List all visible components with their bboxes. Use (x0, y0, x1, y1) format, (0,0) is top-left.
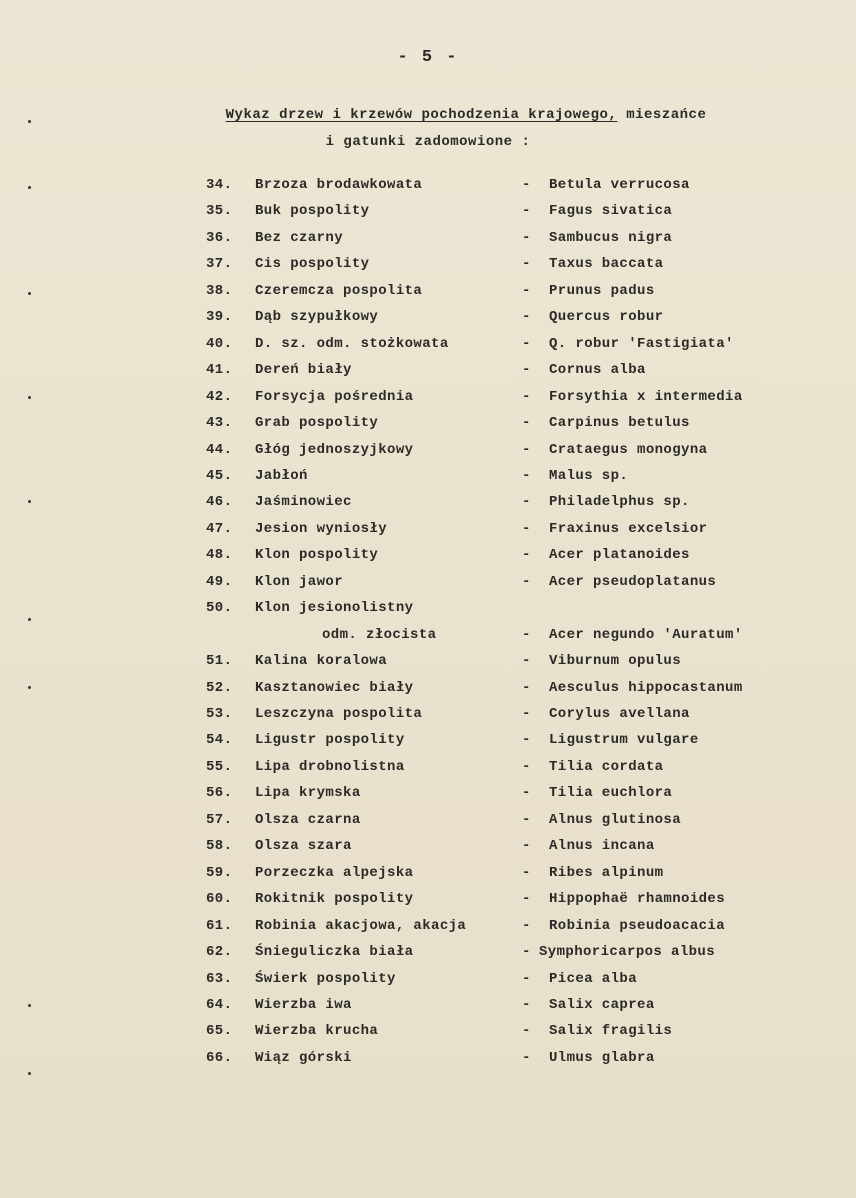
polish-name: Świerk pospolity (255, 970, 396, 987)
list-item (0, 362, 856, 384)
polish-name: Brzoza brodawkowata (255, 177, 423, 193)
list-item (0, 442, 856, 464)
entry-number: 62. (206, 944, 233, 961)
polish-name: Wierzba iwa (255, 996, 352, 1013)
list-item (0, 627, 856, 649)
list-subheading: i gatunki zadomowione : (325, 134, 531, 150)
margin-mark (28, 618, 31, 621)
entry-number: 66. (206, 1049, 233, 1066)
latin-name: Robinia pseudoacacia (549, 917, 726, 934)
latin-name: Acer platanoides (549, 547, 690, 564)
latin-name: Quercus robur (549, 309, 664, 326)
separator-dash: - (522, 679, 531, 696)
separator-dash: - (522, 547, 531, 564)
polish-name: Wiąz górski (255, 1049, 352, 1066)
separator-dash: - (522, 706, 531, 722)
entry-number: 55. (206, 758, 233, 775)
list-item (0, 256, 856, 278)
margin-mark (28, 396, 31, 399)
list-item (0, 336, 856, 358)
separator-dash: - (522, 917, 531, 934)
latin-name: Ribes alpinum (549, 864, 664, 881)
list-item (0, 203, 856, 225)
entry-number: 35. (206, 203, 233, 220)
separator-dash: - (522, 785, 531, 802)
entry-number: 36. (206, 229, 233, 246)
list-item (0, 415, 856, 437)
list-item (0, 389, 856, 411)
separator-dash: - (522, 944, 531, 961)
polish-name: Dereń biały (255, 362, 352, 379)
polish-name: Robinia akacjowa, akacja (255, 917, 467, 934)
separator-dash: - (522, 811, 531, 828)
separator-dash: - (522, 229, 531, 246)
entry-number: 64. (206, 996, 233, 1013)
latin-name: Prunus padus (549, 282, 655, 299)
separator-dash: - (522, 970, 531, 987)
latin-name: Salix fragilis (549, 1023, 673, 1040)
list-item (0, 494, 856, 516)
margin-mark (28, 1072, 31, 1075)
margin-mark (28, 292, 31, 295)
heading-rest-text: mieszańce (617, 107, 707, 123)
entry-number: 54. (206, 732, 233, 749)
polish-name: Kalina koralowa (255, 653, 388, 670)
separator-dash: - (522, 1023, 531, 1040)
margin-mark (28, 500, 31, 503)
list-item (0, 653, 856, 675)
entry-number: 49. (206, 573, 233, 590)
list-item (0, 865, 856, 887)
latin-name: Alnus glutinosa (549, 811, 682, 828)
list-item (0, 997, 856, 1019)
latin-name: Tilia cordata (549, 758, 664, 775)
separator-dash: - (522, 415, 531, 432)
latin-name: Salix caprea (549, 996, 655, 1013)
polish-name: Lipa krymska (255, 785, 361, 802)
separator-dash: - (522, 177, 531, 193)
polish-name: Kasztanowiec biały (255, 679, 414, 696)
list-item (0, 785, 856, 807)
entry-number: 60. (206, 891, 233, 908)
margin-mark (28, 186, 31, 189)
latin-name: Malus sp. (549, 467, 629, 484)
page-number: - 5 - (397, 48, 459, 67)
entry-number: 48. (206, 547, 233, 564)
separator-dash: - (522, 441, 531, 458)
latin-name: Q. robur 'Fastigiata' (549, 335, 734, 352)
latin-name: Alnus incana (549, 838, 655, 855)
entry-number: 42. (206, 388, 233, 405)
separator-dash: - (522, 335, 531, 352)
separator-dash: - (522, 494, 531, 511)
list-item (0, 944, 856, 966)
list-item (0, 574, 856, 596)
entry-number: 63. (206, 970, 233, 987)
entry-number: 53. (206, 706, 233, 722)
separator-dash: - (522, 732, 531, 749)
latin-name: Cornus alba (549, 362, 646, 379)
latin-name: Hippophaë rhamnoides (549, 891, 726, 908)
latin-name: Fagus sivatica (549, 203, 673, 220)
polish-name: Lipa drobnolistna (255, 758, 405, 775)
margin-mark (28, 686, 31, 689)
polish-name: Czeremcza pospolita (255, 282, 423, 299)
margin-mark (28, 120, 31, 123)
list-item (0, 1023, 856, 1045)
polish-name: Klon pospolity (255, 547, 379, 564)
entry-number: 38. (206, 282, 233, 299)
separator-dash: - (522, 362, 531, 379)
list-item (0, 838, 856, 860)
list-item (0, 547, 856, 569)
separator-dash: - (522, 203, 531, 220)
entry-number: 58. (206, 838, 233, 855)
polish-name: Grab pospolity (255, 415, 379, 432)
separator-dash: - (522, 520, 531, 537)
entry-number: 41. (206, 362, 233, 379)
entry-number: 37. (206, 256, 233, 273)
list-item (0, 468, 856, 490)
polish-name: Buk pospolity (255, 203, 370, 220)
polish-name: Jaśminowiec (255, 494, 352, 511)
list-item (0, 891, 856, 913)
separator-dash: - (522, 891, 531, 908)
polish-name: Głóg jednoszyjkowy (255, 441, 414, 458)
entry-number: 57. (206, 811, 233, 828)
entry-number: 45. (206, 467, 233, 484)
latin-name: Philadelphus sp. (549, 494, 690, 511)
latin-name: Fraxinus excelsior (549, 520, 708, 537)
latin-name: Tilia euchlora (549, 785, 673, 802)
separator-dash: - (522, 996, 531, 1013)
list-item (0, 1050, 856, 1072)
entry-number: 47. (206, 520, 233, 537)
latin-name: Viburnum opulus (549, 653, 682, 670)
polish-name: odm. złocista (322, 626, 437, 643)
separator-dash: - (522, 758, 531, 775)
separator-dash: - (522, 1049, 531, 1066)
list-item (0, 230, 856, 252)
latin-name: Picea alba (549, 970, 638, 987)
latin-name: Corylus avellana (549, 706, 690, 722)
latin-name: Crataegus monogyna (549, 441, 708, 458)
list-item (0, 680, 856, 702)
list-item (0, 600, 856, 622)
entry-number: 61. (206, 917, 233, 934)
entry-number: 52. (206, 679, 233, 696)
entry-number: 51. (206, 653, 233, 670)
entry-number: 59. (206, 864, 233, 881)
margin-mark (28, 1004, 31, 1007)
latin-name: Acer pseudoplatanus (549, 573, 717, 590)
latin-name: Taxus baccata (549, 256, 664, 273)
polish-name: D. sz. odm. stożkowata (255, 335, 449, 352)
polish-name: Klon jawor (255, 573, 344, 590)
polish-name: Olsza czarna (255, 811, 361, 828)
list-item (0, 918, 856, 940)
entry-number: 44. (206, 441, 233, 458)
entry-number: 56. (206, 785, 233, 802)
separator-dash: - (522, 626, 531, 643)
polish-name: Rokitnik pospolity (255, 891, 414, 908)
entry-number: 43. (206, 415, 233, 432)
separator-dash: - (522, 388, 531, 405)
latin-name: Forsythia x intermedia (549, 388, 743, 405)
polish-name: Dąb szypułkowy (255, 309, 379, 326)
separator-dash: - (522, 653, 531, 670)
polish-name: Śnieguliczka biała (255, 944, 414, 961)
polish-name: Jabłoń (255, 467, 308, 484)
list-item (0, 706, 856, 728)
latin-name: Ulmus glabra (549, 1049, 655, 1066)
separator-dash: - (522, 864, 531, 881)
polish-name: Leszczyna pospolita (255, 706, 423, 722)
separator-dash: - (522, 467, 531, 484)
latin-name: Sambucus nigra (549, 229, 673, 246)
entry-number: 50. (206, 600, 233, 617)
list-item (0, 521, 856, 543)
list-item (0, 309, 856, 331)
heading-underlined-text: Wykaz drzew i krzewów pochodzenia krajowego, (225, 107, 618, 123)
polish-name: Jesion wyniosły (255, 520, 388, 537)
list-item (0, 971, 856, 993)
entry-number: 34. (206, 177, 233, 193)
polish-name: Klon jesionolistny (255, 600, 414, 617)
separator-dash: - (522, 282, 531, 299)
polish-name: Olsza szara (255, 838, 352, 855)
latin-name: Betula verrucosa (549, 177, 690, 193)
latin-name: Aesculus hippocastanum (549, 679, 743, 696)
latin-name: Carpinus betulus (549, 415, 690, 432)
polish-name: Bez czarny (255, 229, 344, 246)
separator-dash: - (522, 573, 531, 590)
list-heading (38, 107, 856, 123)
latin-name: Symphoricarpos albus (539, 944, 716, 961)
latin-name: Acer negundo 'Auratum' (549, 626, 743, 643)
entry-number: 46. (206, 494, 233, 511)
entry-number: 39. (206, 309, 233, 326)
polish-name: Ligustr pospolity (255, 732, 405, 749)
polish-name: Porzeczka alpejska (255, 864, 414, 881)
list-item (0, 732, 856, 754)
list-item (0, 177, 856, 199)
polish-name: Forsycja pośrednia (255, 388, 414, 405)
entry-number: 40. (206, 335, 233, 352)
separator-dash: - (522, 256, 531, 273)
separator-dash: - (522, 838, 531, 855)
separator-dash: - (522, 309, 531, 326)
list-item (0, 283, 856, 305)
entry-number: 65. (206, 1023, 233, 1040)
list-item (0, 812, 856, 834)
polish-name: Cis pospolity (255, 256, 370, 273)
polish-name: Wierzba krucha (255, 1023, 379, 1040)
list-item (0, 759, 856, 781)
latin-name: Ligustrum vulgare (549, 732, 699, 749)
